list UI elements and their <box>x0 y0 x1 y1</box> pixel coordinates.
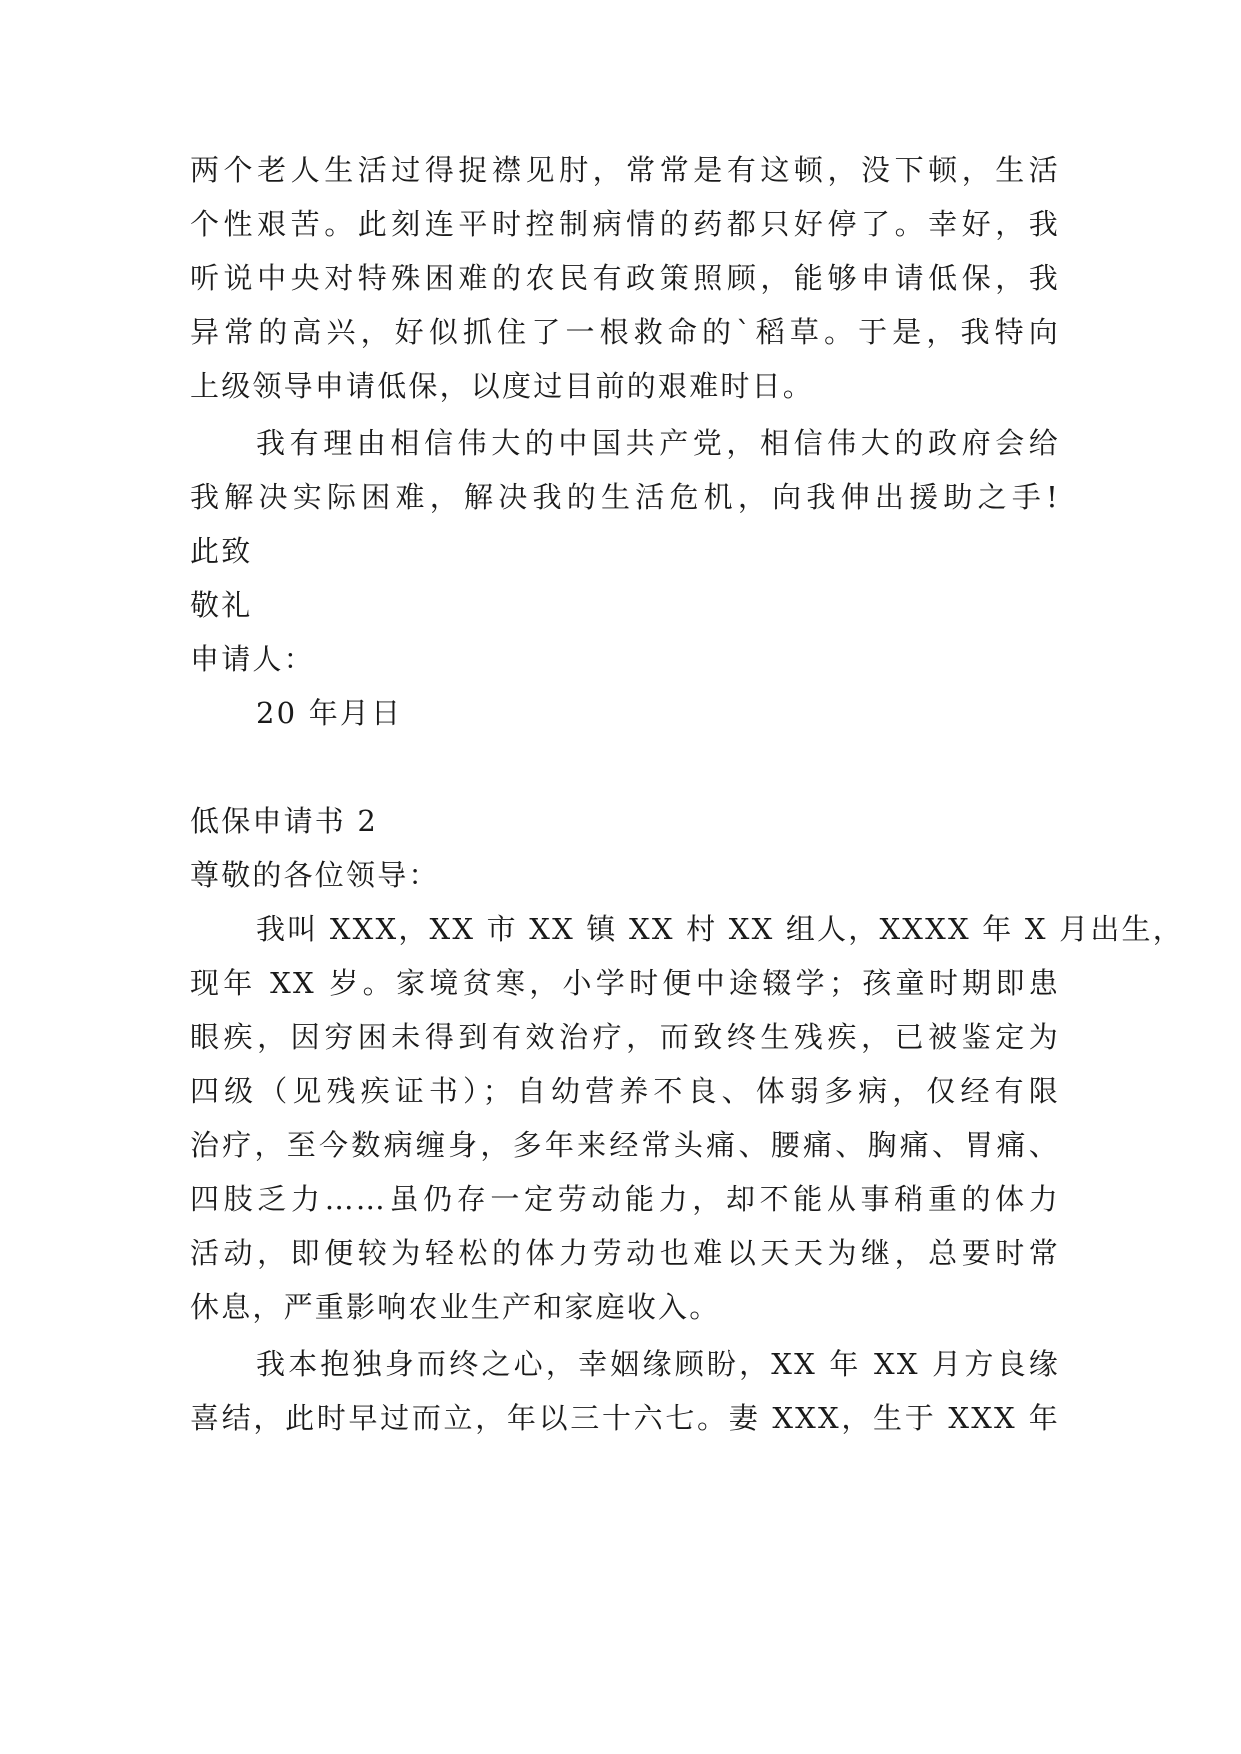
paragraph-line: 休息，严重影响农业生产和家庭收入。 <box>190 1290 721 1324</box>
paragraph-line: 我有理由相信伟大的中国共产党，相信伟大的政府会给 <box>256 426 1060 460</box>
paragraph-line: 两个老人生活过得捉襟见肘，常常是有这顿，没下顿，生活 <box>190 153 1060 187</box>
paragraph-line: 喜结，此时早过而立，年以三十六七。妻 XXX，生于 XXX 年 <box>190 1401 1060 1435</box>
closing-jingli: 敬礼 <box>190 588 253 622</box>
closing-cizhi: 此致 <box>190 534 253 568</box>
paragraph-line: 我解决实际困难，解决我的生活危机，向我伸出援助之手! <box>190 480 1060 514</box>
paragraph-line: 活动，即便较为轻松的体力劳动也难以天天为继，总要时常 <box>190 1236 1060 1270</box>
paragraph-line: 上级领导申请低保，以度过目前的艰难时日。 <box>190 369 815 403</box>
section-title: 低保申请书 2 <box>190 804 379 838</box>
date-line: 20 年月日 <box>256 696 403 730</box>
paragraph-line: 四级（见残疾证书）；自幼营养不良、体弱多病，仅经有限 <box>190 1074 1060 1108</box>
paragraph-line: 我叫 XXX，XX 市 XX 镇 XX 村 XX 组人，XXXX 年 X 月出生， <box>256 912 1184 946</box>
paragraph-line: 四肢乏力……虽仍存一定劳动能力，却不能从事稍重的体力 <box>190 1182 1060 1216</box>
paragraph-line: 听说中央对特殊困难的农民有政策照顾，能够申请低保，我 <box>190 261 1060 295</box>
paragraph-line: 个性艰苦。此刻连平时控制病情的药都只好停了。幸好，我 <box>190 207 1060 241</box>
paragraph-line: 现年 XX 岁。家境贫寒，小学时便中途辍学；孩童时期即患 <box>190 966 1060 1000</box>
applicant-label: 申请人： <box>190 642 315 676</box>
paragraph-line: 异常的高兴，好似抓住了一根救命的`稻草。于是，我特向 <box>190 315 1060 349</box>
greeting: 尊敬的各位领导： <box>190 858 440 892</box>
paragraph-line: 我本抱独身而终之心，幸姻缘顾盼，XX 年 XX 月方良缘 <box>256 1347 1060 1381</box>
paragraph-line: 眼疾，因穷困未得到有效治疗，而致终生残疾，已被鉴定为 <box>190 1020 1060 1054</box>
paragraph-line: 治疗，至今数病缠身，多年来经常头痛、腰痛、胸痛、胃痛、 <box>190 1128 1060 1162</box>
